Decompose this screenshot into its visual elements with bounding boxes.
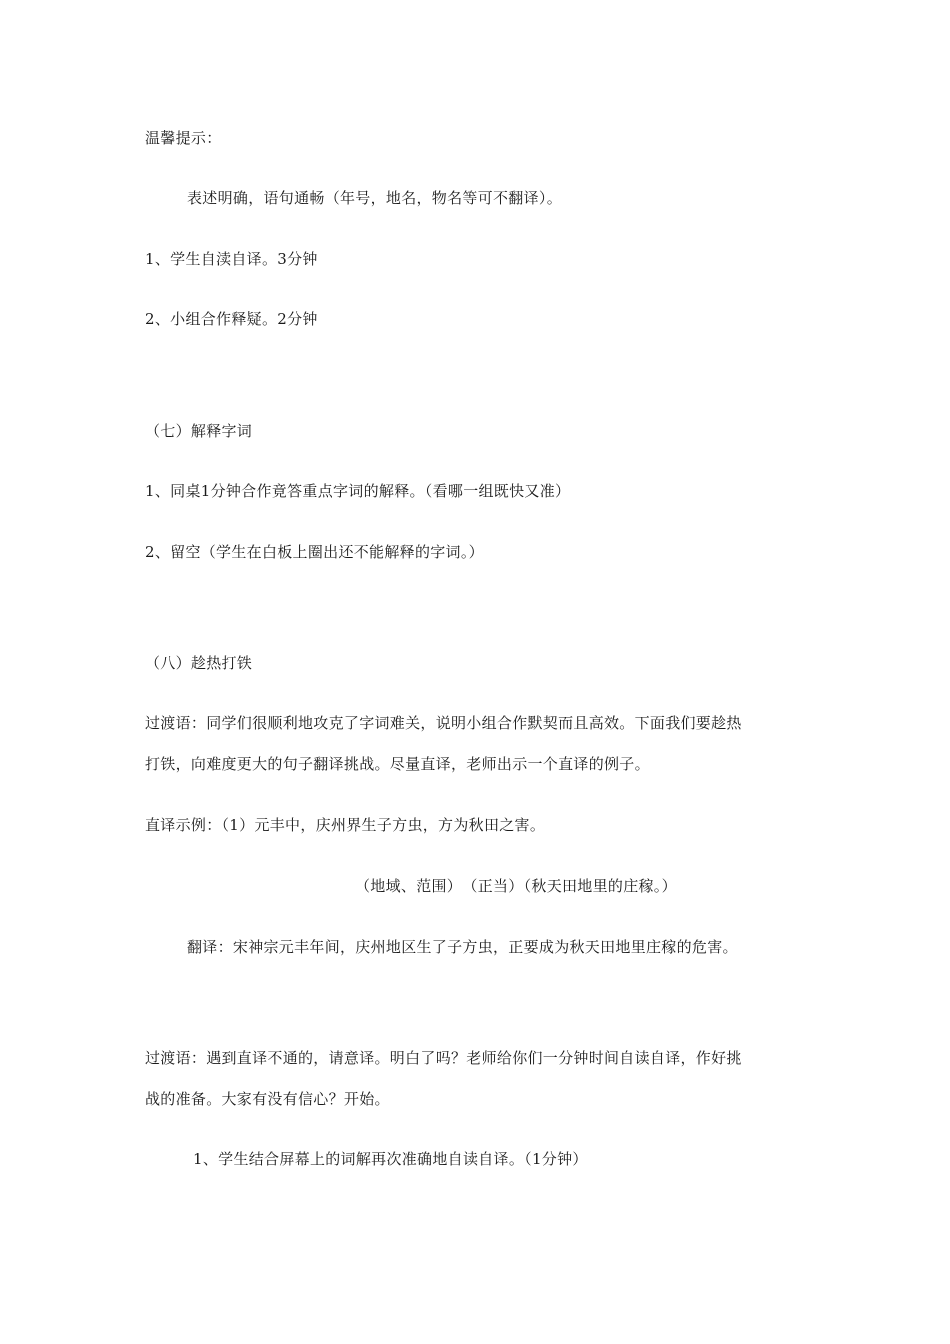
example-line: 直译示例：（1）元丰中，庆州界生子方虫，方为秋田之害。 — [145, 816, 546, 834]
transition-2-line-1: 过渡语：遇到直译不通的，请意译。明白了吗？老师给你们一分钟时间自读自译，作好挑 — [145, 1049, 742, 1067]
section-7-title: （七）解释字词 — [145, 422, 253, 440]
step-2: 2、小组合作释疑。2分钟 — [145, 310, 318, 328]
transition-1-line-1: 过渡语：同学们很顺利地攻克了字词难关，说明小组合作默契而且高效。下面我们要趁热 — [145, 714, 742, 732]
final-step: 1、学生结合屏幕上的词解再次准确地自读自译。（1分钟） — [193, 1150, 588, 1168]
section-8-title: （八）趁热打铁 — [145, 654, 253, 672]
transition-2-line-2: 战的准备。大家有没有信心？开始。 — [145, 1090, 390, 1108]
translation-line: 翻译：宋神宗元丰年间，庆州地区生了子方虫，正要成为秋天田地里庄稼的危害。 — [187, 938, 738, 956]
step-1: 1、学生自渎自译。3分钟 — [145, 250, 318, 268]
tip-title: 温馨提示： — [145, 129, 222, 147]
section-7-item-2: 2、留空（学生在白板上圈出还不能解释的字词。） — [145, 543, 484, 561]
example-notes: （地域、范围） （正当）（秋天田地里的庄稼。） — [355, 877, 677, 895]
tip-text: 表述明确，语句通畅（年号，地名，物名等可不翻译）。 — [187, 189, 563, 207]
section-7-item-1: 1、同桌1分钟合作竟答重点字词的解释。（看哪一组既快又准） — [145, 482, 571, 500]
transition-1-line-2: 打铁，向难度更大的句子翻译挑战。尽量直译，老师出示一个直译的例子。 — [145, 755, 650, 773]
